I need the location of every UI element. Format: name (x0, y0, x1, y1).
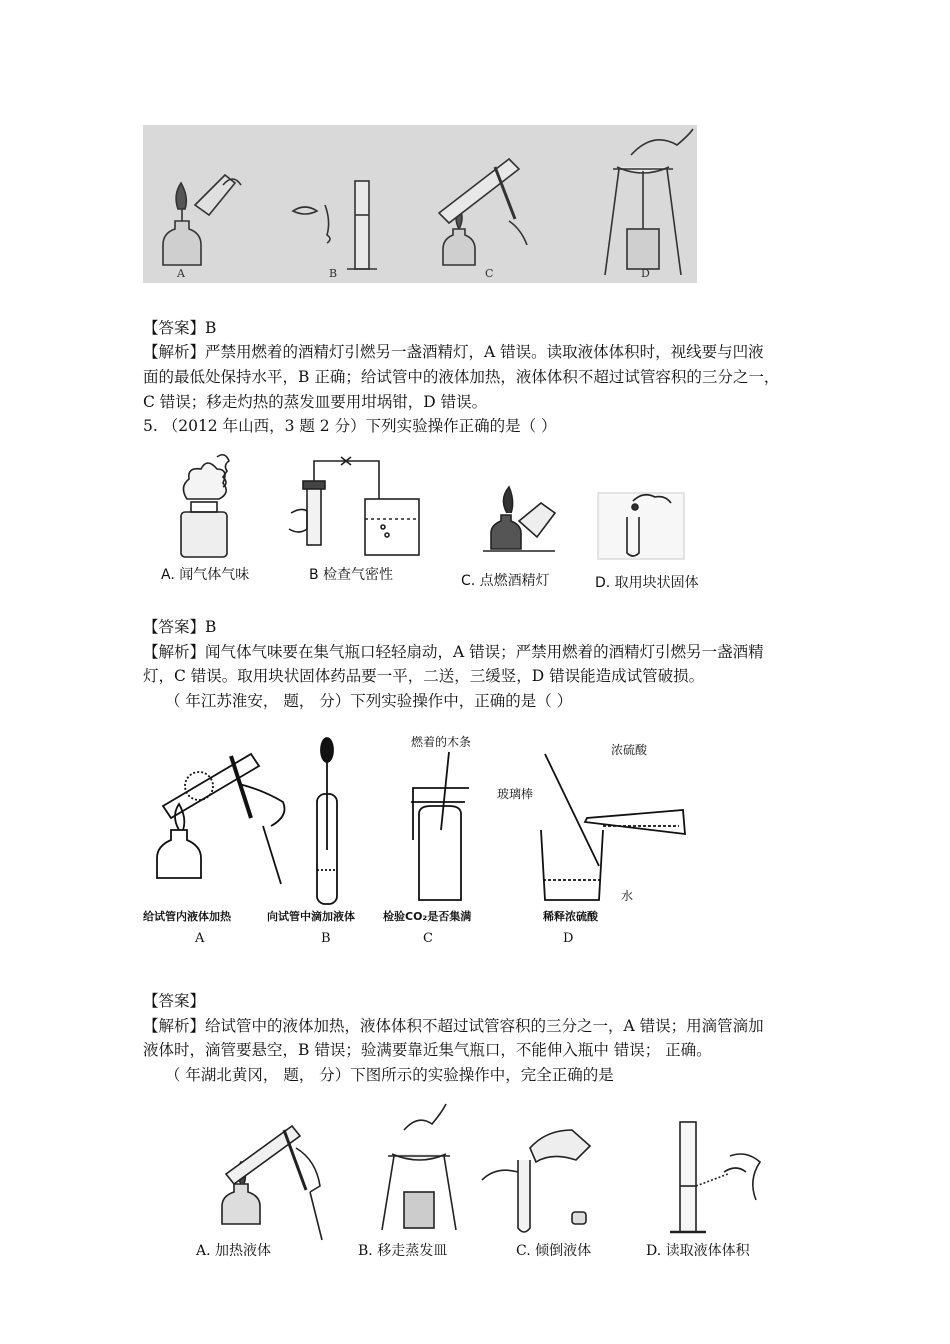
q7-caption-b: B. 移走蒸发皿 (358, 1243, 448, 1259)
q5-figure (143, 447, 723, 592)
q7-figure (196, 1100, 776, 1265)
q6-letter-c: C (423, 931, 433, 946)
q6-caption-a: 给试管内液体加热 (143, 910, 231, 923)
q6-figure (143, 730, 703, 950)
q5-analysis-line-2: 灯，C 错误。取用块状固体药品要一平，二送，三缓竖，D 错误能造成试管破损。 (143, 667, 705, 685)
q6-caption-d: 稀释浓硫酸 (543, 910, 598, 923)
q6-caption-c: 检验CO₂是否集满 (383, 910, 472, 923)
q6-analysis-line-1: 【解析】给试管中的液体加热，液体体积不超过试管容积的三分之一，A 错误；用滴管滴加 (143, 1017, 764, 1035)
q6-letter-a: A (195, 931, 205, 946)
svg-text:B: B (329, 267, 338, 280)
q6-glass-rod-label: 玻璃棒 (497, 787, 534, 801)
q7-stem: （ 年湖北黄冈， 题， 分）下图所示的实验操作中，完全正确的是 (165, 1066, 614, 1084)
q6-letter-d: D (563, 931, 574, 946)
svg-text:D: D (641, 267, 650, 280)
q6-analysis-line-2: 液体时，滴管要悬空，B 错误；验满要靠近集气瓶口，不能伸入瓶中 错误； 正确。 (143, 1041, 712, 1059)
q4-analysis-line-1: 【解析】严禁用燃着的酒精灯引燃另一盏酒精灯，A 错误。读取液体体积时，视线要与凹液 (143, 343, 764, 361)
q5-caption-b: B 检查气密性 (309, 567, 394, 583)
q7-caption-c: C. 倾倒液体 (516, 1243, 592, 1259)
q7-caption-a: A. 加热液体 (196, 1243, 272, 1259)
q6-burning-stick-label: 燃着的木条 (411, 735, 472, 749)
q6-answer: 【答案】 (143, 992, 206, 1010)
q5-caption-c: C. 点燃酒精灯 (461, 573, 550, 589)
q5-answer: 【答案】B (143, 618, 217, 636)
q4-answer: 【答案】B (143, 319, 217, 337)
q4-analysis-line-2: 面的最低处保持水平，B 正确；给试管中的液体加热，液体体积不超过试管容积的三分之一， (143, 368, 780, 386)
q6-letter-b: B (321, 931, 331, 946)
svg-text:C: C (485, 267, 494, 280)
q7-caption-d: D. 读取液体体积 (646, 1243, 750, 1259)
q5-caption-d: D. 取用块状固体 (595, 575, 699, 591)
q6-water-label: 水 (621, 889, 634, 903)
q4-figure (143, 125, 697, 283)
q4-analysis-line-3: C 错误；移走灼热的蒸发皿要用坩埚钳，D 错误。 (143, 393, 488, 411)
q5-caption-a: A. 闻气体气味 (161, 567, 250, 583)
q5-stem: 5. （2012 年山西，3 题 2 分）下列实验操作正确的是（ ） (143, 417, 557, 435)
q6-acid-label: 浓硫酸 (611, 743, 648, 757)
svg-text:A: A (177, 267, 185, 280)
q6-stem: （ 年江苏淮安， 题， 分）下列实验操作中，正确的是（ ） (165, 692, 573, 710)
q6-caption-b: 向试管中滴加液体 (267, 910, 355, 923)
q5-analysis-line-1: 【解析】闻气体气味要在集气瓶口轻轻扇动，A 错误；严禁用燃着的酒精灯引燃另一盏酒精 (143, 643, 764, 661)
